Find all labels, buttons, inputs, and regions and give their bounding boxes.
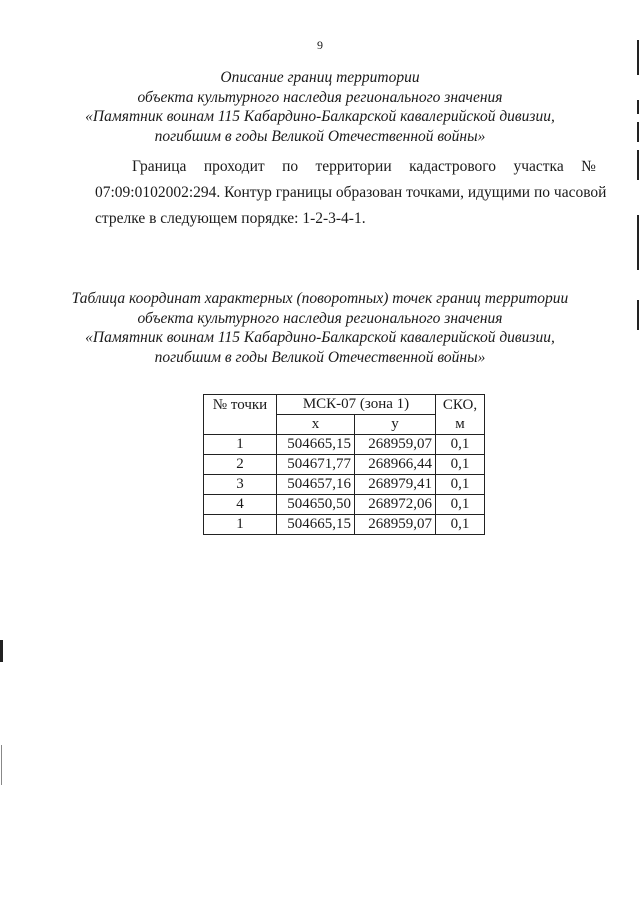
header-x: x [277, 415, 355, 435]
x-cell: 504665,15 [277, 435, 355, 455]
boundary-description-heading [60, 68, 580, 146]
scan-edge-mark [637, 40, 639, 75]
heading-line: Таблица координат характерных (поворотных) точек границ территории [71, 290, 569, 307]
heading-line: «Памятник воинам 115 Кабардино-Балкарской кавалерийской дивизии, [85, 329, 555, 346]
x-cell: 504657,16 [277, 475, 355, 495]
table-row [204, 475, 485, 495]
header-sko-line: СКО, [442, 396, 478, 413]
heading-line: Описание границ территории [220, 69, 420, 86]
header-y: y [355, 415, 436, 435]
heading-line: погибшим в годы Великой Отечественной войны» [154, 348, 486, 366]
paragraph-line-1 [132, 158, 596, 176]
point-number-cell: 1 [204, 515, 277, 535]
y-cell: 268979,41 [355, 475, 436, 495]
paragraph-line-2: 07:09:0102002:294. Контур границы образован точками, идущими по часовой [95, 184, 607, 201]
page-number: 9 [317, 38, 323, 52]
sko-cell: 0,1 [436, 495, 485, 515]
heading-line: погибшим в годы Великой Отечественной войны» [154, 127, 486, 145]
paragraph-word: кадастрового [409, 158, 497, 175]
header-point-number: № точки [204, 395, 277, 435]
coordinates-table-heading [60, 289, 580, 367]
y-cell: 268959,07 [355, 515, 436, 535]
scan-edge-mark [637, 300, 639, 330]
header-sko-unit: м [455, 415, 465, 432]
header-sko [436, 395, 485, 435]
heading-line: объекта культурного наследия регионального значения [137, 88, 503, 106]
heading-line: объекта культурного наследия регионального значения [137, 309, 503, 327]
sko-cell: 0,1 [436, 435, 485, 455]
sko-cell: 0,1 [436, 515, 485, 535]
sko-cell: 0,1 [436, 455, 485, 475]
scan-edge-mark [637, 122, 639, 142]
scan-edge-mark [1, 745, 2, 785]
point-number-cell: 2 [204, 455, 277, 475]
heading-line: «Памятник воинам 115 Кабардино-Балкарской кавалерийской дивизии, [85, 108, 555, 125]
x-cell: 504650,50 [277, 495, 355, 515]
paragraph-word: Граница [132, 158, 187, 175]
paragraph-line-3: стрелке в следующем порядке: 1-2-3-4-1. [95, 210, 366, 227]
paragraph-word: по [282, 158, 299, 175]
table-row [204, 435, 485, 455]
table-row [204, 495, 485, 515]
x-cell: 504665,15 [277, 515, 355, 535]
scan-edge-mark [0, 640, 3, 662]
sko-cell: 0,1 [436, 475, 485, 495]
table-row [204, 515, 485, 535]
point-number-cell: 4 [204, 495, 277, 515]
point-number-cell: 1 [204, 435, 277, 455]
y-cell: 268966,44 [355, 455, 436, 475]
header-msk: МСК-07 (зона 1) [277, 395, 436, 415]
paragraph-word: № [581, 158, 596, 175]
scan-edge-mark [637, 100, 639, 114]
paragraph-word: проходит [203, 158, 265, 175]
paragraph-word: территории [315, 158, 392, 175]
scan-edge-mark [637, 215, 639, 270]
table-row [204, 455, 485, 475]
coordinates-table [203, 394, 485, 535]
x-cell: 504671,77 [277, 455, 355, 475]
paragraph-word: участка [513, 158, 564, 175]
scan-edge-mark [637, 150, 639, 180]
y-cell: 268959,07 [355, 435, 436, 455]
y-cell: 268972,06 [355, 495, 436, 515]
point-number-cell: 3 [204, 475, 277, 495]
